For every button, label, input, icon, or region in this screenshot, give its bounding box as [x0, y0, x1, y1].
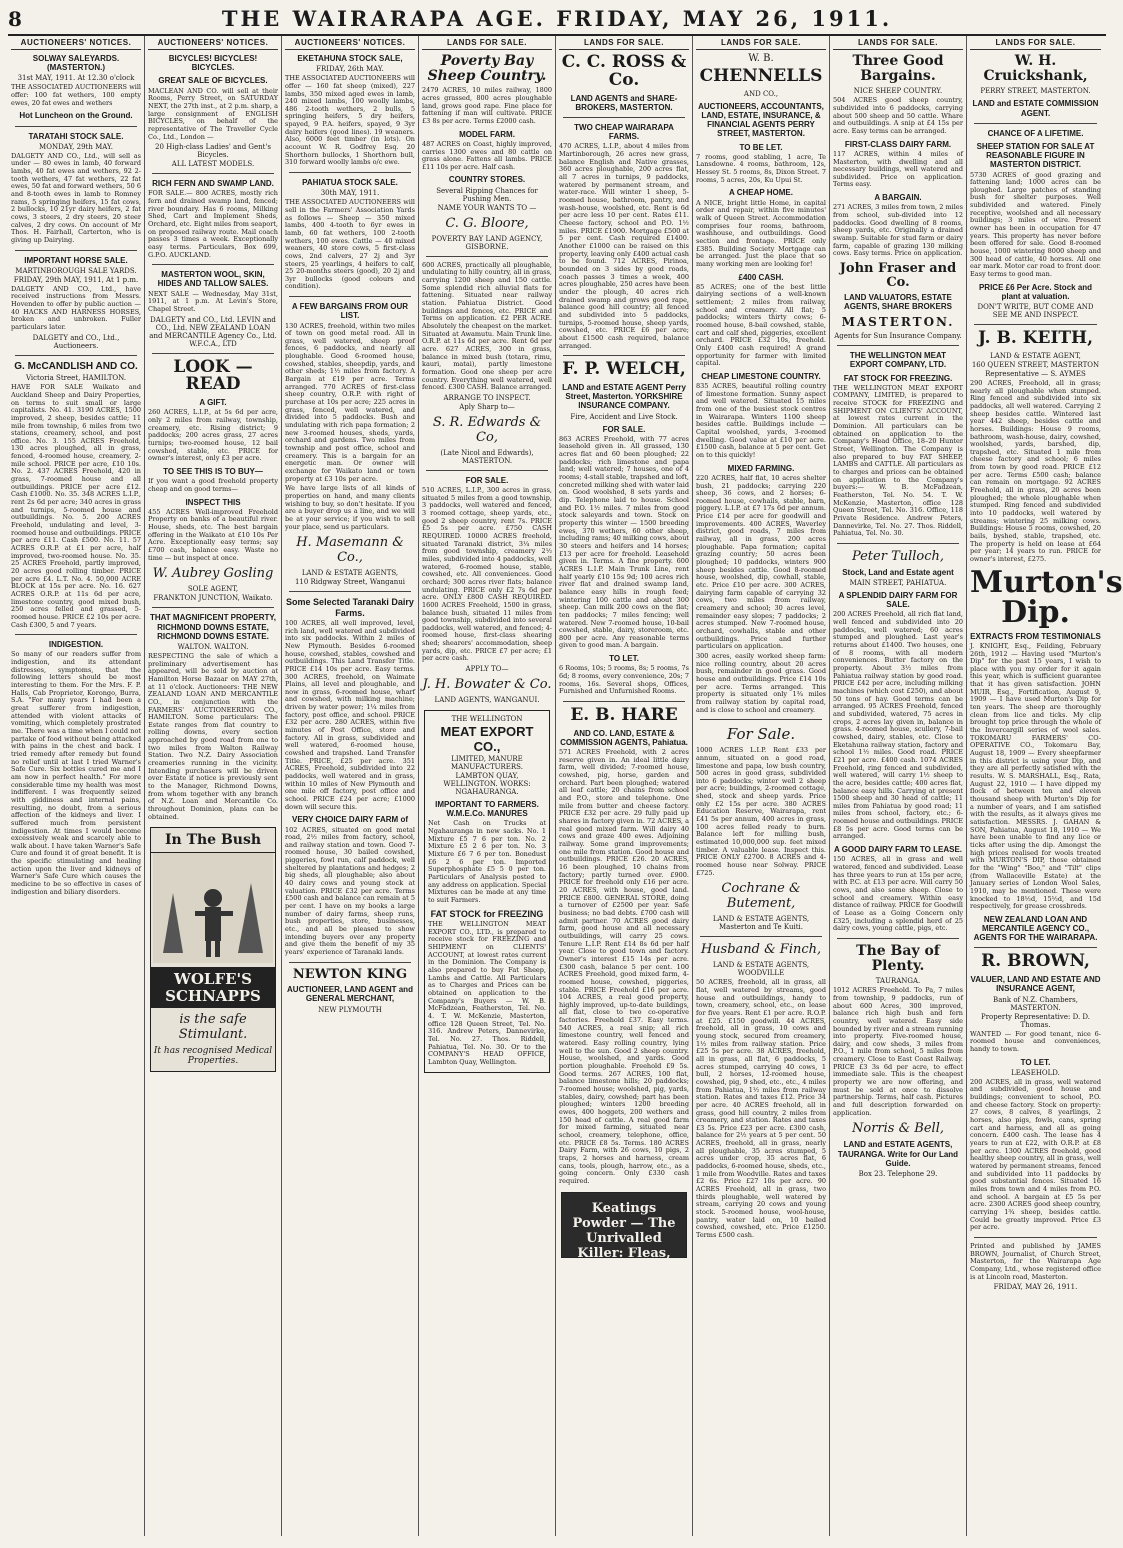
ad-subheading: Aply Sharp to— — [459, 402, 515, 411]
ad-banner: LOOK — READ — [173, 356, 253, 395]
ad-heading: FIRST-CLASS DAIRY FARM. — [844, 139, 952, 149]
ad-heading: NEW ZEALAND LOAN AND MERCANTILE AGENCY CO., AGENTS FOR THE WAIRARAPA. — [973, 914, 1098, 943]
ad-subheading: NEW PLYMOUTH — [318, 1005, 382, 1014]
ad-heading: FAT STOCK FOR FREEZING. — [843, 373, 953, 383]
ad-subheading: WALTON. WALTON. — [177, 642, 249, 651]
ad-brand: WOLFE'S SCHNAPPS — [151, 967, 275, 1008]
ad-heading: LAND AGENTS and SHARE-BROKERS, MASTERTON. — [570, 93, 678, 112]
printer-imprint: Printed and published by JAMES BROWN, Journalist, of Church Street, Masterton, for the Wairarapa Age Company, Ltd., whose registered office is at Lincoln road, Masterton. — [970, 1241, 1101, 1281]
ad-body: 835 ACRES, beautiful rolling country of limestone formation. Sunny aspect and well watered. Situated 15 miles from one of the busiest stock centres in Wairarapa. Winters 1100 sheep besides cattle. Buildings include — Capital woolshed, yards, 3-roomed dwelling. Good value at £10 per acre. £1500 cash, balance at 5 per cent. Get on to this quickly! — [696, 382, 826, 459]
ad-subheading: LAMBTON QUAY, WELLINGTON. WORKS: NGAHAURANGA. — [443, 772, 531, 797]
agent-name: W. H. Cruickshank, — [983, 53, 1088, 84]
ad-body: HAVE FOR SALE Waikato and Auckland Sheep and Dairy Properties, on terms to suit small or large capitalists. No. 41. 3190 ACRES, 1500 improved, 2 sheep, besides cattle; 11 mile from township, 6 miles from two stations, creamery, school, and post office. No. 3. 155 ACRES Freehold, 130 acres ploughed, all in grass, fenced, 4-roomed house, creamery, 2-mile school. PRICE per acre, £10 10s. No. 2. 437 ACRES Freehold, 420 in grass, 7-roomed house and all outbuildings. PRICE per acre £12. Cash £1000. No. 35. 348 ACRES L.I.P., rent 2s 6d per acre; 340 acres in grass and turnips, 5-roomed house and outbuildings. No. 5. 200 ACRES Freehold, undulating and level, 3-roomed house and outbuildings. PRICE per acre £11. Cash £500. No. 11. 57 ACRES O.R.P. at £1 per acre, half improved, two-roomed house. No. 35. 25 ACRES Freehold, partly improved, 20 acres good rolling timber. PRICE per acre £4. L.T. No. 4. 50,000 ACRE BLOCK at 15s per acre. No. 16. 627 ACRES O.R.P. at 11s 6d per acre, limestone country, good mixed bush, 250 acres felled and grassed, 5-roomed house. PRICE £2 10s per acre. Cash £300, 5 and 7 years. — [11, 383, 141, 629]
meat-export-ad — [424, 710, 550, 1072]
ad-body: MACLEAN AND CO. will sell at their Rooms, Perry Street, on SATURDAY NEXT, the 27th inst., at 2 p.m. sharp, a large consignment of ENGLISH BICYCLES, on behalf of the representative of The Traveller Cycle Co., Ltd., London — — [148, 86, 278, 141]
ad-heading: A SPLENDID DAIRY FARM FOR SALE. — [838, 591, 958, 610]
ad-heading: AUCTIONEERS, ACCOUNTANTS, LAND, ESTATE, INSURANCE, & FINANCIAL AGENTS PERRY STREET, MASTERTON. — [698, 101, 824, 139]
ad-subheading: POVERTY BAY LAND AGENCY, GISBORNE. — [431, 234, 543, 251]
ad-body: 504 ACRES good sheep country, subdivided into 6 paddocks, carrying about 500 sheep and 50 cattle. Whare and outbuildings. A snip at £4 15s per acre. Easy terms can be arranged. — [833, 96, 963, 135]
bush-illustration-icon — [153, 853, 273, 963]
ad-subheading: Victoria Street, HAMILTON. — [25, 374, 127, 383]
ad-date: FRIDAY, 26th MAY. — [316, 65, 384, 74]
article-heading: INDIGESTION. — [48, 640, 104, 650]
column-3 — [282, 36, 419, 1536]
masthead — [8, 6, 1106, 36]
ad-date: 31st MAY, 1911. At 12.30 o'clock — [17, 74, 135, 83]
keatings-powder-ad: Keatings Powder — The Unrivalled Killer: Fleas, Flies, Bugs, Beetles, etc. — [561, 1192, 687, 1258]
agent-name: Norris & Bell, — [852, 1121, 944, 1137]
ad-subheading: ARRANGE TO INSPECT. — [443, 393, 531, 402]
ad-body: 200 ACRES, all in grass, well watered and subdivided, good house and buildings; convenient to school, P.O. and cheese factory. Stock on property: 27 cows, 8 calves, 8 yearlings, 2 horses, also pigs, fowls, cans, spring cart and harness, and all as going concern. £400 cash. The lease has 4 years to run at £22, with O.R.P. at £8 per acre. 1300 ACRES freehold, good healthy sheep country, all in grass, well watered by permanent streams, fenced and subdivided into 11 paddocks by good substantial fences. Situated 16 miles from town and 4 miles from P.O. and school. A bargain at £5 5s per acre. 2300 ACRES good sheep country, carrying 1¾ sheep, besides cattle. Could be greatly improved. Price £3 per acre. — [970, 1077, 1101, 1232]
ad-subheading: LAND & ESTATE AGENTS, WOODVILLE — [712, 961, 810, 978]
column-header: AUCTIONEERS' NOTICES. — [11, 36, 141, 50]
column-header: LANDS FOR SALE. — [833, 36, 963, 50]
column-6 — [693, 36, 830, 1536]
ad-heading: MIXED FARMING. — [727, 463, 795, 473]
column-header: LANDS FOR SALE. — [696, 36, 826, 50]
agent-name: CHENNELLS — [699, 66, 823, 86]
ad-banner: For Sale. — [726, 725, 796, 744]
ad-heading: EXTRACTS FROM TESTIMONIALS — [970, 631, 1101, 641]
ad-brand: MEAT EXPORT CO., — [440, 724, 534, 755]
ad-heading: VALUER, LAND AND ESTATE AND INSURANCE AGENT, — [970, 975, 1101, 994]
ad-banner: MASTERTON. — [841, 314, 955, 329]
ad-body: Net Cash on Trucks at Ngahauranga in new sacks. No. 1 Mixture £5 7 6 per ton. No. 2 Mixture £5 2 6 per ton. No. 3 Mixture £6 7 6 per ton. Bonedust £6 2 6 per ton. Imported Superphosphate £5 5 0 per ton. Particulars of Analysis posted to any address on application. Special Mixtures can be made at any time to suit Farmers. — [428, 819, 546, 905]
ad-heading: AUCTIONEER, LAND AGENT and GENERAL MERCHANT, — [287, 985, 413, 1004]
agent-name: F. P. WELCH, — [562, 359, 686, 380]
column-2 — [145, 36, 282, 1536]
columns — [8, 36, 1123, 1536]
ad-heading: Stock, Land and Estate agent — [842, 567, 954, 577]
ad-heading: G. McCANDLISH AND CO. — [14, 360, 138, 372]
ad-body: THE ASSOCIATED AUCTIONEERS will offer — 160 fat sheep (mixed), 227 lambs, 350 mixed aged ewes in lamb, 240 mixed lambs, 100 woolly lambs, 486 2-tooth wethers, 2 bulls, 5 springing heifers, 5 dry heifers, spayed, 9 P.A. heifers, spayed, 9 3yr dairy heifers (good lines). 19 weaners. Also, 6000 feet timber (in lots). On account W. R. Godfrey Esq. 20 Shorthorn bullocks, 1 Shorthorn bull, 310 forward woolly lambs o/c ewe. — [285, 74, 415, 167]
ad-heading: A GIFT. — [199, 398, 227, 408]
ad-date: FRIDAY, 29th MAY, 1911, At 1 p.m. — [13, 275, 139, 284]
ad-body: 150 ACRES, all in grass and well watered, fenced and subdivided. Lease has three years to run at 15s per acre, with P.C. at £13 per acre. Will carry 50 cows, and also some sheep. Close to school and creamery. Within easy distance of railway. PRICE for Goodwill of Lease as a Going Concern only £325, including a splendid herd of 25 dairy cows, young cattle, pigs, etc. — [833, 855, 963, 933]
ad-subheading: TAURANGA. — [875, 977, 921, 986]
ad-subheading: Agents for Sun Insurance Company. — [834, 332, 962, 341]
ad-subheading: LAND AGENTS, WANGANUI. — [434, 696, 540, 705]
ad-heading: A BARGAIN. — [874, 193, 922, 203]
ad-body: 600 ACRES, practically all ploughable, undulating to hilly country, all in grass, carrying 1200 sheep and 150 cattle. Some splendid rich alluvial flats for fattening. Situated near railway station. Pahiatua District. Good buildings and fences, etc. PRICE and Terms on application. £2 PER ACRE. Absolutely the cheapest on the market. Situated at Awamutu. Main Trunk line. O.R.P. at 11s 6d per acre. Rent 6d per acre. 627 ACRES, 300 in grass, balance in mixed bush (totara, rimu, kauri, matai), partly limestone formation. Good one sheep per acre country. Everything well watered, well fenced. £300 CASH. Balance arranged. — [422, 260, 552, 392]
ad-heading: COUNTRY STORES. — [448, 175, 526, 185]
ad-body: 85 ACRES; one of the best little dairying sections of a well-known settlement; 2 miles from railway, school and creamery. All flat; 5 paddocks; winters thirty cows; 6-roomed house, 8-bail cowshed, stable, cart and calf shed, piggeries, excellent orchard. PRICE £32 10s, freehold. Only £400 cash required! A grand opportunity for farmer with limited capital. — [696, 282, 826, 368]
ad-body: 2479 ACRES, 10 miles railway, 1800 acres grassed, 800 acres ploughable land, grows good rape. Fine place for fattening if man will cultivate. PRICE £3 8s per acre. Terms £2000 cash. — [422, 86, 552, 125]
ad-subheading: LAND & ESTATE AGENTS, Masterton and Te Kuiti. — [712, 915, 810, 932]
ad-body: 455 ACRES Well-improved Freehold Property on banks of a beautiful river. House, sheds, etc. The best bargain offering in the Waikato at £10 10s Per Acre. Exceptionally easy terms; say £700 cash, balance easy. Waste no time — but inspect at once. — [148, 507, 278, 562]
agent-name: C. C. ROSS & Co. — [561, 52, 687, 90]
ad-body: 5730 ACRES of good grazing and fattening land; 1000 acres can be ploughed. Large patches of standing bush for shelter purposes. Well subdivided and watered. Finely receptive, woolshed and all necessary buildings; 3 miles of wire. Present owner has been in occupation for 47 years. This property has never before been offered for sale. Good 8-roomed house, 1000 wintering 8000 sheep and 300 head of cattle, 40 horses. All one ear mark. Motor car road to front door. Easy terms to good man. — [970, 170, 1101, 279]
ad-body: THE WELLINGTON MEAT EXPORT CO., LTD., is prepared to receive stock for FREEZING and SHIPMENT on CLIENTS' ACCOUNT, at lowest rates current in the Dominion. The Company is also prepared to buy Fat Sheep, Lambs and Cattle. All Particulars as to Charges and Prices can be obtained on application to the Company's Buyers — W. B. McFadzean, Featherston, Tel. No. 4. T. W. McKenzie, Masterton, office 128 Queen Street, Tel. No. 316. Andrew Peters, Dannevirke, Tel. No. 27. Thos. Riddell, Pahiatua, Tel. No. 30. Or to the COMPANY'S HEAD OFFICE, Lambton Quay, Wellington. — [428, 920, 546, 1066]
ad-heading: SOLWAY SALEYARDS. (MASTERTON.) — [32, 54, 120, 73]
wolfes-schnapps-ad — [150, 827, 276, 1072]
ad-body: WANTED — For good tenant, nice 6-roomed house and conveniences, handy to town. — [970, 1029, 1101, 1053]
ad-heading: FAT STOCK for FREEZING — [430, 908, 544, 919]
ad-heading: LAND VALUATORS, ESTATE AGENTS, SHARE BROKERS — [843, 293, 952, 312]
ad-heading: EKETAHUNA STOCK SALE, — [297, 54, 403, 63]
ad-heading: CHEAP LIMESTONE COUNTRY. — [701, 371, 821, 381]
ad-heading: A FEW BARGAINS FROM OUR LIST. — [291, 302, 409, 321]
ad-heading: A GOOD DAIRY FARM TO LEASE. — [833, 845, 962, 855]
ad-subheading: THE WELLINGTON — [451, 715, 523, 724]
ad-body: 470 ACRES, L.I.P., about 4 miles from Martinborough, 26 acres new grass, balance English and Native grasses, 360 acres ploughable, 200 acres flat, all 7 acres in turnips, 9 paddocks, watered by permanent stream, and water-race. Will winter 1 sheep, 5-roomed house, bathroom, pantry, and wash-house, woolshed, etc. Rent is 6d per acre less 10 per cent. Rates £11. Cheese factory, school and P.O. 1½ miles. PRICE £1900. Mortgage £500 at 5 per cent. Cash required £1400. Another £1000 can be raised on this property, leaving only £400 actual cash to be found. 712 ACRES, Pirinoa, bounded on 3 sides by good roads, coach passes 3 times a week, 400 acres ploughable, 250 acres have been under the plough, 40 acres rich drained swamp and grows good rape, balance good hill country; all fenced and subdivided into 5 paddocks, turnips, 5-roomed house, sheep yards, cowshed, etc. PRICE £6 per acre; about £1500 cash required, balance arranged. — [559, 142, 689, 350]
ad-subheading: NICE SHEEP COUNTRY. — [853, 87, 943, 96]
ad-subheading: MARTINBOROUGH SALE YARDS. — [15, 266, 137, 275]
ad-heading: IMPORTANT TO FARMERS. W.M.E.Co. MANURES — [435, 800, 539, 819]
ad-heading: A CHEAP HOME. — [728, 188, 793, 198]
ad-body: 100 ACRES, all well improved, level, rich land, well watered and subdivided into six paddocks. Within 2 miles of New Plymouth. Besides 6-roomed house, cowshed, stables, cowshed and outbuildings. This Land Transfer Title. PRICE £14 10s per acre. Easy terms. 300 ACRES, freehold, on Waimate Plains, all level and ploughable, and now in grass, 6-roomed house, wharf and cowshed, with milking machine; driven by water power; 1¼ miles from factory, post office, and school. PRICE £32 per acre. 280 ACRES, within five minutes of Post Office, store and factory. All in grass, subdivided and well watered, 6-roomed house, cowshed and trapshed. Land Transfer Title. PRICE, £25 per acre. 351 ACRES, Freehold, subdivided into 22 paddocks, well watered and in grass, within 10 miles of New Plymouth and one mile off factory, post office and school. PRICE £24 per acre; £1000 down will secure this. — [285, 618, 415, 811]
ad-body: 6 Rooms, 10s; 5 rooms, 8s; 5 rooms, 7s 6d; 8 rooms, every convenience, 20s; 7 rooms, 16s. Several shops, Offices, Furnished and Unfurnished Rooms. — [559, 664, 689, 696]
ad-subheading: Several Ripping Chances for Pushing Men. — [436, 186, 538, 203]
ad-subheading: 110 Ridgway Street, Wanganui — [294, 578, 406, 587]
column-header: LANDS FOR SALE. — [970, 36, 1101, 50]
column-8 — [967, 36, 1123, 1536]
ad-heading: FOR SALE. — [465, 475, 509, 485]
ad-subheading: NAME YOUR WANTS TO — — [437, 203, 537, 212]
ad-heading: LAND and ESTATE AGENT Perry Street, Masterton. YORKSHIRE INSURANCE COMPANY. — [562, 383, 686, 411]
ad-body: 260 ACRES, L.I.P., at 5s 6d per acre, only 2 miles from railway, township, creamery, etc. Rising district; 9 paddocks; 200 acres grass, 27 acres turnips; two-roomed house, 12 bail cowshed, stable, etc. PRICE for owner's interest, only £3 per acre. — [148, 408, 278, 463]
ad-subheading: Bank of N.Z. Chambers, MASTERTON. — [993, 995, 1078, 1012]
agent-name: C. G. Bloore, — [445, 215, 529, 231]
ad-body: 271 ACRES, 3 miles from town, 2 miles from school, sub-divided into 12 paddocks. Good dwelling of 8 rooms, sheep yards, etc. Originally a drained swamp. Suitable for stud farm or dairy farm, capable of grazing 130 milking cows. Easy terms. Price on application. — [833, 203, 963, 258]
page-number: 8 — [8, 7, 22, 31]
ad-body: We have large lists of all kinds of properties on hand, and many clients wishing to buy, so don't hesitate. If you are a buyer drop us a line, and we will be at your service; if you wish to sell your place, send us particulars. — [285, 484, 415, 531]
ad-heading: TO LET. — [609, 654, 639, 664]
ad-body: 102 ACRES, situated on good metal road, 2½ miles from factory, school, and railway station and town. Good 7-roomed house, 30 bailed cowshed, piggeries, fowl run, calf paddock, well sheltered by plantations and hedges; 2 big sheds, all ploughable; also about 40 dairy cows and young stock at valuation. PRICE £32 per acre. Terms £500 cash and balance can remain at 5 per cent. I have on my books a large number of dairy farms, sheep runs, bush properties, store, businesses, etc., and all be pleased to show intending buyers over any property and give them the benefit of my 35 years' experience of Taranaki lands. — [285, 825, 415, 956]
ad-banner: Three Good Bargains. — [852, 53, 944, 84]
ad-body: THE WELLINGTON MEAT EXPORT COMPANY, LIMITED, is prepared to receive STOCK for FREEZING and SHIPMENT ON CLIENTS' ACCOUNT, at lowest rates current in the Dominion. All particulars can be obtained on application to the Company's Head Office, 18–20 Hunter Street, Wellington. The Company is also prepared to buy FAT SHEEP, LAMBS and CATTLE. All particulars as to charges and prices can be obtained on application to the Company's buyers:— W. B. McFadzean, Featherston, Tel. No. 54. T. W. McKenzie, Masterton, office 128 Queen Street, Tel. No. 316. Office, 118 Private Residence. Andrew Peters, Dannevirke, Tel. No. 27. Thos. Riddell, Pahiatua, Tel. No. 30. — [833, 383, 963, 538]
ad-heading: Hot Luncheon on the Ground. — [19, 111, 133, 121]
ad-subheading: 160 QUEEN STREET, MASTERTON — [971, 360, 1100, 369]
ad-body: 130 ACRES, freehold, within two miles of town on good metal road. All in grass, well watered, sheep proof fences, 6 paddocks, and nearly all ploughable. Good 6-roomed house, cowshed, stables, sheepdip, yards, and other sheds; 1½ miles from factory. A Bargain at £19 per acre. Terms arranged. 770 ACRES of first-class sheep country, O.R.P. with right of purchase at 10s per acre; 225 acres in grass, fenced, well watered, and divided into 5 paddocks. Bush and undulating with rich papa formation; 2 new 3-roomed houses, sheds, yards, orchard and gardens. Two miles from township and post office, school and creamery. This is a bargain for an energetic man. Or owner will exchange for Waikato land or town property at £3 10s per acre. — [285, 321, 415, 483]
ad-heading: RICH FERN AND SWAMP LAND. — [152, 179, 274, 189]
ad-subheading: LAND & ESTATE AGENTS, — [301, 569, 399, 578]
ad-heading: CHANCE OF A LIFETIME. — [987, 128, 1084, 138]
ad-heading: LAND and ESTATE AGENTS, TAURANGA. Write for Our Land Guide. — [837, 1140, 959, 1168]
ad-banner: Poverty Bay Sheep Country. — [427, 53, 547, 84]
ad-heading: TO SEE THIS IS TO BUY— — [163, 467, 263, 477]
ad-heading: BICYCLES! BICYCLES! BICYCLES. — [168, 54, 258, 73]
ad-subheading: MAIN STREET, PAHIATUA. — [849, 579, 947, 588]
ad-tagline: is the safe Stimulant. — [178, 1012, 248, 1043]
ad-heading: PRICE £6 Per Acre. Stock and plant at valuation. — [978, 282, 1093, 301]
ad-heading: SHEEP STATION FOR SALE AT REASONABLE FIGURE IN MASTERTON DISTRICT. — [976, 141, 1095, 170]
ad-body: 510 ACRES, L.I.P., 300 acres in grass, situated 5 miles from a good township, 3 paddocks, well watered and fenced, 3 roomed cottage, sheep yards, etc., good 2 sheep country, rent 7s. PRICE £5 5s per acre. £750 CASH REQUIRED. 10000 ACRES freehold, situated Taranaki district, 3¼ miles from good township, creamery 2½ miles, subdivided into 4 paddocks, well watered, 6-roomed house, stable, cowshed, etc. All conveniences. Good orchard; 300 acres river flats; balance undulating. PRICE only £2 7s 6d per acre. ONLY £800 CASH REQUIRED. 1600 ACRES Freehold, 1500 in grass, balance bush, situated 11 miles from good township, subdivided into several paddocks, well watered, and fenced; 4-roomed house, first-class shearing shed; shearers' accommodation, sheep yards, dip, etc. PRICE £7 per acre; £1 per acre cash. — [422, 486, 552, 663]
ad-subheading: LIMITED, MANURE MANUFACTURERS. — [451, 755, 523, 772]
ad-body: RESPECTING the sale of which a preliminary advertisement has appeared, will be sold by auction at Hamilton Horse Bazaar on MAY 27th, at 11 o'clock. Auctioneers: THE NEW ZEALAND LOAN AND MERCANTILE CO., in conjunction with the FARMERS' AUCTIONEERING CO., HAMILTON. Some particulars: The Estate ranges from flat country to rolling downs, every section approached by good road from one to two miles from Walton Railway Station. Two N.Z. Dairy Association creameries running in the vicinity. Intending purchasers will be driven over Estate if notice is previously sent to the Manager, Richmond Downs, from whom together with any branch of N.Z. Loan and Mercantile Co. throughout Dominion, plans can be obtained. — [148, 651, 278, 821]
ad-body: DALGETY AND CO., Ltd., have received instructions from Messrs. Hovenden to offer by public auction — 40 HACKS AND HARNESS HORSES, broken and unbroken. Fuller particulars later. — [11, 284, 141, 332]
ad-heading: £400 CASH. — [738, 272, 784, 282]
agent-name: Cochrane & Butement, — [721, 881, 801, 912]
ad-body: 50 ACRES, freehold, all in grass, all flat, well watered by streams, good house and outbuildings, handy to town, creamery, school, etc., on lease for five years. Rent £1 per acre. R.O.P. at £25. £150 goodwill. 44 ACRES, freehold, all in grass, 10 cows and young stock, secured from creamery, 1½ miles from railway station. Price £25 5s per acre. 38 ACRES, freehold, all in grass, all flat, 6 paddocks, 5 acres stumped, carrying 40 cows, 1 bull, 2 horses, 12-roomed house, cowshed, pig, 9 shed, etc., etc., 4 miles from Pahiatua, 1½ miles from railway station. Rates and taxes £12. Price 34 per acre. 40 ACRES freehold, all in grass, good hill country, 2 miles from creamery, and station. Rates and taxes £3 5s. Price £23 per acre. £300 cash, balance for 2½ years at 5 per cent. 50 ACRES, freehold, all in grass, nearly all ploughable, 35 acres stumped, 5 acres under crop, 35 acres flat, 6 paddocks, 6-roomed house, sheds, etc., 1 mile from Woodville. Rates and taxes £2 6s. Price £27 10s per acre. 90 ACRES Freehold, all in grass, two thirds ploughable, well watered by stream, carrying 20 cows and young stock. 5-roomed house, wool-house, pantry, water laid on, 10 bailed cowshed, cowshed, etc. Price £1250. Terms £500 cash. — [696, 978, 826, 1239]
ad-subheading: W. B. — [748, 53, 774, 64]
ad-subheading: DON'T WRITE, BUT COME AND SEE ME AND INSPECT. — [977, 303, 1094, 320]
ad-heading: GREAT SALE OF BICYCLES. — [158, 76, 268, 86]
article-body: So many of our readers suffer from indigestion, and its attendant distresses, symptoms, that the following letters should be most interesting to them. For the Mrs. F. P. Halls, Cab Proprietor, Korongo, Burra, S.A. "For many years I had been a great sufferer from indigestion, attended with violent attacks of vomiting, which completely prostrated me. There was a time when I could not partake of food without being attacked with pains in the chest and back. I tried remedy after remedy but found no relief until at last I tried Warner's Safe Cure. Six bottles cured me and I am now in perfect health." For more considerable time my health was most indifferent. I was frequently seized with giddiness and internal pains, resulting, no doubt, from a serious affection of the kidneys and liver. I suffered much from persistent indigestion. At times I would become excessively weak and scarcely able to walk about. I have taken Warner's Safe Cure and found it of great benefit. It is the specific stimulating and healing action upon the liver and kidneys of Warner's Safe Cure which causes the medicine to be so effective in cases of indigestion and biliary disorders. — [11, 650, 141, 896]
ad-subheading: PERRY STREET, MASTERTON. — [980, 87, 1091, 96]
ad-heading: LAND and ESTATE COMMISSION AGENT. — [972, 99, 1099, 118]
ad-subheading: 20 High-class Ladies' and Gent's Bicycles. — [155, 143, 271, 160]
ad-body: 863 ACRES Freehold, with 77 acres leasehold given in. All grassed, 130 acres flat and 60 been ploughed; 22 paddocks; rich limestone and papa land; well watered; 7 houses, one of 4 rooms; 4-stall stable, trapshed and loft, concreted milking shed with water laid on. Good woolshed, 8 sets yards and dip. Telephone laid to house. School and P.O. 1½ miles. 7 miles from good stock saleyards and town. Stock on property this winter — 1500 breeding ewes, 370 wethers, 60 other sheep, including rams; 40 milking cows, about 30 steers and heifers and 14 horses; £13 per acre for freehold. Leasehold given in. Terms. A fine property. 600 ACRES L.I.P. Main Trunk Line, rent half yearly £10 15s 9d; 100 acres rich river flat and drained swamp land, balance easy hills in rough feed; wintering 100 cattle and about 300 sheep. Can milk 200 cows on the flat; ten paddocks; 7 miles fencing; well watered. New 7-roomed house, 10-bail cowshed, stable, dairy, storeroom, etc. 800 per acre. Any reasonable terms given to good man. A bargain. — [559, 434, 689, 650]
ad-date: MONDAY, 29th MAY. — [39, 142, 113, 151]
ad-body: 117 ACRES, within 4 miles of Masterton, with dwelling and all necessary buildings, well watered and subdivided. Price on application. Terms easy. — [833, 149, 963, 189]
ad-heading: INSPECT THIS — [185, 497, 241, 507]
agent-name: NEWTON KING — [292, 966, 408, 982]
column-4 — [419, 36, 556, 1536]
agent-name: John Fraser and Co. — [839, 260, 957, 290]
ad-body: 220 ACRES, half flat, 10 acres shelter bush, 21 paddocks; carrying 220 sheep, 36 cows, and 2 horses; 6-roomed house, cowhails, stable, barn, piggery. L.I.P. at £7 17s 6d per annum. Price £14 per acre for goodwill and improvements. 400 ACRES, Waverley district, good roads, 7 miles from railway, all in grass, 200 acres ploughable. Papa formation; capital grazing country; 50 acres been ploughed; 10 paddocks, winters 900 sheep besides cattle. Good 8-roomed house, woolshed, dip, cowhall, stable, etc. Price £10 per acre. 300 ACRES, dairying farm capable of carrying 32 cows, two miles from railway, creamery and school; 30 acres level, remainder easy slopes; 7 paddocks; 2 acres stumped. New 7-roomed house, orchard, cowhalls, stable and other outbuildings. Price and further particulars on application. — [696, 473, 826, 651]
agent-name: W. Aubrey Gosling — [152, 566, 274, 582]
agent-name: H. Masemann & Co., — [296, 535, 404, 566]
ad-heading: FOR SALE. — [602, 424, 646, 434]
agent-name: S. R. Edwards & Co, — [432, 414, 542, 445]
ad-body: DALGETY AND CO., Ltd., will sell as under — 80 ewes in lamb, 40 forward lambs, 40 fat ewes and wethers, 92 2-tooth wethers, 47 fat wethers, 22 fat ewes, 50 fat and forward wethers, 50 6 and 8-tooth ewes in lamb to Romney rams, 5 springing heifers, 15 fat cows, 2 bullocks, 10 21yr dairy heifers, 2 fat cows, 3 steers, 2 dry steers, 20 steer calves, 2 dry cows. On account of Mr Thos. H. Fairhall, Carterton, who is giving up Dairying. — [11, 151, 141, 244]
ad-body: 1000 ACRES L.I.P. Rent £33 per annum, situated on a good road, limestone and papa, low bush country, 500 acres in good grass, subdivided into 6 paddocks; winter well 2 sheep per acre; buildings, 2-roomed cottage, shed, stock and sheep yards. Price only £2 15s per acre. 380 ACRES Education Reserve, Wairarapa, rent £41 5s per annum, 400 acres in grass, 100 acres felled ready to burn. Balance left for milling bush, estimated 10,000,000 sup. feet mixed timber. A valuable lease. Inspect this. PRICE ONLY £2700. 8 ACRES and 4-roomed house near Solway. PRICE £725. — [696, 746, 826, 877]
ad-body: NEXT SALE — Wednesday, May 31st, 1911, at 1 p.m. At Levin's Store, Chapel Street. — [148, 289, 278, 313]
ad-subheading: AND CO., — [743, 89, 779, 98]
ad-heading: PAHIATUA STOCK SALE. — [302, 178, 398, 188]
ad-subheading: Representative — S. AYMES — [985, 369, 1086, 378]
ad-date: 30th MAY, 1911. — [320, 189, 380, 198]
ad-subheading: LAND & ESTATE AGENT, — [990, 351, 1081, 360]
column-header: AUCTIONEERS' NOTICES. — [148, 36, 278, 50]
ad-heading: TARATAHI STOCK SALE. — [28, 131, 124, 141]
newspaper-title: THE WAIRARAPA AGE. FRIDAY, MAY 26, 1911. — [221, 6, 893, 31]
ad-body: 200 ACRES Freehold, all rich flat land, well fenced and subdivided into 20 paddocks, well watered; 60 acres stumped and ploughed. Last year's returns about £1400. Two houses, one of 8 rooms, with all modern conveniences. Butter factory on the property. About 3½ miles from Pahiatua railway station by good road. PRICE £42 per acre, including milking machines (which cost £250), and about 50 tons of hay. Good terms can be arranged. 95 ACRES Freehold, fenced and subdivided, watered, 75 acres in crops, 2 acres lay given in, balance in grass. 4-roomed house, scullery, 7-bail cowshed, dairy, stables, etc. Close to Eketahuna railway station, factory and school 1½ miles. Good road. PRICE £21 per acre. £400 cash. 1074 ACRES Freehold, ring fenced and subdivided, well watered, will carry 1½ sheep to the acre, besides cattle; 400 acres flat, balance easy hills. Carrying at present 1500 sheep and 30 head of cattle; 11 miles from Pahiatua by good road; 11 miles from school, factory, etc.; 6-roomed house and outbuildings. PRICE £8 5s per acre. Good terms can be arranged. — [833, 610, 963, 841]
agent-name: R. BROWN, — [981, 951, 1090, 972]
column-5 — [556, 36, 693, 1536]
ad-heading: THAT MAGNIFICENT PROPERTY, RICHMOND DOWNS ESTATE, RICHMOND DOWNS ESTATE. — [149, 613, 277, 641]
ad-subheading: FRANKTON JUNCTION, Waikato. — [153, 594, 273, 603]
ad-body: THE ASSOCIATED AUCTIONEERS will offer: 100 fat wethers, 100 empty ewes, 20 fat ewes and wethers — [11, 83, 141, 107]
ad-subheading: Fire, Accident and Live Stock. — [570, 412, 678, 421]
ad-subheading: APPLY TO— — [465, 665, 509, 674]
ad-heading: THE WELLINGTON MEAT EXPORT COMPANY, LTD. — [849, 351, 947, 370]
ad-heading: MODEL FARM. — [459, 129, 515, 139]
ad-heading: TO BE LET. — [739, 142, 783, 152]
ad-body: A NICE, bright little Home, in capital order and repair, within five minutes' walk of Queen Street. Accommodation comprises four rooms, bathroom, washhouse, and outbuildings. Good section and frontage. PRICE only £385. Building Society Mortgage can be arranged. Just the place that so many working men are looking for! — [696, 198, 826, 268]
column-header: LANDS FOR SALE. — [559, 36, 689, 50]
ad-body: 300 acres, easily worked sheep farm: nice rolling country, about 20 acres bush, remainder in good grass. Good house and outbuildings. Price £14 10s per acre. Terms arranged. This property is situated only 1¾ miles from railway station by capital road, and is close to school and creamery. — [696, 651, 826, 714]
ad-body: If you want a good freehold property cheap and on good terms— — [148, 477, 278, 493]
ad-illustration-title: In The Bush — [151, 828, 275, 853]
ad-subheading: LEASEHOLD. — [1011, 1068, 1060, 1077]
ad-subheading: Box 23. Telephone 29. — [858, 1169, 938, 1178]
agent-name: E. B. HARE — [570, 704, 678, 725]
ad-heading: Some Selected Taranaki Dairy Farms. — [286, 597, 414, 618]
ad-signature: DALGETY and CO., Ltd., Auctioneers. — [32, 333, 120, 350]
ad-tagline: It has recognised Medical Properties. — [153, 1046, 273, 1067]
ad-body: 1012 ACRES Freehold. To Pa, 7 miles from township, 9 paddocks, run of about 600 Acres, 300 improved, balance rich high bush and fern country, well watered. Easy side bounded by river and a stream running into property. Five-roomed house, dairy, and cow sheds, 3 miles from P.O., 1 mile from school, 5 miles from creamery. Close to East Coast Railway. PRICE £3 3s 6d per acre, to effect immediate sale. This is the cheapest property we are now offering, and must be sold at once to dissolve partnership. Terms, half cash. Pictures and full description forwarded on application. — [833, 986, 963, 1117]
ad-body: 7 rooms, good stabling, 1 acre, Te Lansdowne. 4 rooms, bathroom, 12s, Hessey St. 5 rooms, 8s, Dixon Street. 7 rooms, 5 acres, 20s, Ku Upui St. — [696, 152, 826, 184]
agent-name: J. H. Bowater & Co. — [422, 677, 552, 693]
column-header: LANDS FOR SALE. — [422, 36, 552, 50]
agent-name: Husband & Finch, — [700, 942, 822, 958]
column-7 — [830, 36, 967, 1536]
ad-body: J. KNIGHT, Esq., Feilding, February 26th, 1912 — Having used "Murton's Dip" for the past 15 years, I wish to place with you my order for it again this year, which is sufficient guarantee that it has given satisfaction. JOHN MUIR, Esq., Fortification, August 9, 1909 — I have used Murton's Dip for ten years. The sheep are thoroughly clean from lice and ticks. My clip brought top price through the whole of the Invercargill series of wool sales. TOKOMARU FARMERS' CO-OPERATIVE CO., Tokomaru Bay, August 18, 1909 — Every sheepfarmer in this district is using your Dip, and they are all perfectly satisfied with the results. W. S. MARSHALL, Esq., Rata, August 22, 1910 — I have dipped my flock of between ten and eleven thousand sheep with Murton's Dip for a number of years, and I am satisfied with the results, as it always gives me satisfaction. MESSRS. J. GAHAN & SON, Pahiatua, August 18, 1910 — We have been unable to find any lice or ticks after using the dip. Amongst the high prices realised for wools treated with MURTON'S DIP, those obtained for the "Wing" "Boo," and "Tilt" clips (from Wallaceville Estate) at the January series of London Wool Sales, 1910, may be mentioned. These were knocked to 18½d, 15½d, and 15d respectively, for grease crossbreds. — [970, 641, 1101, 911]
column-1 — [8, 36, 145, 1536]
ad-banner: The Bay of Plenty. — [856, 942, 940, 974]
ad-heading: TO LET. — [1020, 1057, 1051, 1067]
ad-subheading: SOLE AGENT, — [187, 585, 239, 594]
agent-name: Peter Tulloch, — [851, 548, 945, 564]
ad-subheading: ALL LATEST MODELS. — [171, 160, 255, 169]
ad-heading: MASTERTON WOOL, SKIN, HIDES AND TALLOW SALES. — [157, 270, 269, 289]
ad-heading: IMPORTANT HORSE SALE. — [24, 255, 128, 265]
imprint-date: FRIDAY, MAY 26, 1911. — [993, 1283, 1078, 1292]
ad-body: 487 ACRES on Coast, highly improved, carries 1300 ewes and 80 cattle on grass alone. Fattens all lambs. PRICE £11 10s per acre. Half cash. — [422, 139, 552, 171]
ad-body: 290 ACRES, Freehold, all in grass; nearly all ploughable when stumped. Ring fenced and subdivided into six paddocks, all well watered. Carrying 2 sheep besides cattle. Wintered last year 442 sheep, besides cattle and horses. Buildings: House 9 rooms, bathroom, wash-house, dairy, cowshed, woolshed, yards, barshed, dip, trapshed, etc. Situated 1 mile from cheese factory and school; 6 miles from town by good road. PRICE £12 per acre. Terms £500 cash; balance can remain on mortgage. 92 ACRES Freehold, all in grass, 20 acres been ploughed; the whole ploughable when stumped. Ring fenced and subdivided into 10 paddocks, well watered by streams; wintering 25 milking cows. Buildings: House 5 rooms, cowshed, 20 bails, byshed, stable, trapshed, etc. The property is held on lease at £64 per year; 14 years to run. PRICE for owner's interest, £275. — [970, 378, 1101, 563]
murtons-dip-banner: Murton's Dip. — [970, 564, 1123, 630]
ad-subheading: Property Representative: D. D. Thomas. — [981, 1012, 1090, 1029]
ad-signature: DALGETY and CO., Ltd. LEVIN and CO., Ltd. NEW ZEALAND LOAN and MERCANTILE Agency Co., Ltd. W.F.C.A., LTD — [149, 315, 277, 348]
column-header: AUCTIONEERS' NOTICES. — [285, 36, 415, 50]
ad-heading: VERY CHOICE DAIRY FARM of — [291, 815, 408, 825]
ad-body: THE ASSOCIATED AUCTIONEERS will sell in the Farmers' Association Yards as follows — Sheep — 350 mixed lambs, 400 4-tooth to 6yr ewes in lamb, 60 fat wethers, 100 2-tooth wethers, 100 ewes. Cattle — 40 mixed weaners, 40 store cows, 5 first-class cows, 2nd calvers, 27 2j and 3yr steers, 25 yearlings, 4 heifers to calf, 25 20-months steers (good), 20 2j and 3yr bullocks (good colours and condition). — [285, 198, 415, 291]
ad-body: FOR SALE.— 800 ACRES, mostly rich fern and drained swamp land, fenced; river boundary. Has 6 rooms, Milking Shed, Cart and Implement Sheds, Orchard, etc. Eight miles from seaport, on proposed railway route. Mail coach passes 3 times a week. Exceptionally easy terms. Particulars, Box 699, G.P.O. AUCKLAND. — [148, 189, 278, 259]
ad-subheading: (Late Nicol and Edwards), MASTERTON. — [440, 448, 534, 465]
agent-name: J. B. KEITH, — [977, 328, 1094, 349]
ad-heading: AND CO. LAND, ESTATE & COMMISSION AGENTS, Pahiatua. — [560, 728, 688, 747]
ad-body: 571 ACRES Freehold, with 2 acres reserve given in. An ideal little dairy farm, well divided; 7-roomed house, cowshed, pig, horse, garden and orchard. Part been ploughed; watered all leaf cattle; 20 chains from school and P.O., store and telephone. One mile from butter and cheese factory. PRICE £32 per acre. 29 fully paid up shares in factory given in. 72 ACRES, a real good mixed farm. Will dairy 40 cows and graze 400 ewes. Adjoining railway. Some grand improvements; one mile from station. Good house and outbuildings. PRICE £26. 20 ACRES, 16 been ploughed, 10 chains from factory; partly turned over. £900. PRICE for freehold only £16 per acre. 20 ACRES, with house, good land. PRICE £800. GENERAL STORE, doing a turnover of £2500 per year. Safe business; no bad debts. £700 cash will admit partner. 70 ACRES good dairy farm, good house and all necessary outbuildings, will carry 25 cows. Tenure L.I.P. Rent £14 8s 6d per half year. Close to good town and factory. Owner's interest £15 14s per acre. £300 cash, balance 5 per cent. 100 ACRES Freehold, good mixed farm, 4-roomed house, cowshed, piggeries, stable. PRICE Freehold £16 per acre. 104 ACRES, a real good property, highly improved, up-to-date buildings, all flat, close to two co-operative factories. Freehold £37. Easy terms. 540 ACRES, a real snip; all rich limestone country, well fenced and watered. Easy rolling country, lying well to the sun. Good 2 sheep country. House, woolshed, and yards. Good portion ploughable. Freehold £9 5s. Good terms. 267 ACRES, 100 flat, balance limestone hills; 20 paddocks; 7-roomed house; woolshed, pig, yards, stables, dairy, cowshed; part has been ploughed; winters 1200 breeding ewes, 400 hoggets, 200 wethers and 150 head of cattle. A real good farm for mixed farming, situated near school, creamery, telephone, office, etc. PRICE £8 5s. Terms. 180 ACRES Dairy Farm, with 26 cows, 10 pigs, 2 traps, 2 horses and harness, cream cans, tools, plough, harrow, etc., as a going concern. Only £330 cash required. — [559, 748, 689, 1185]
ad-heading: TWO CHEAP WAIRARAPA FARMS. — [574, 123, 674, 142]
